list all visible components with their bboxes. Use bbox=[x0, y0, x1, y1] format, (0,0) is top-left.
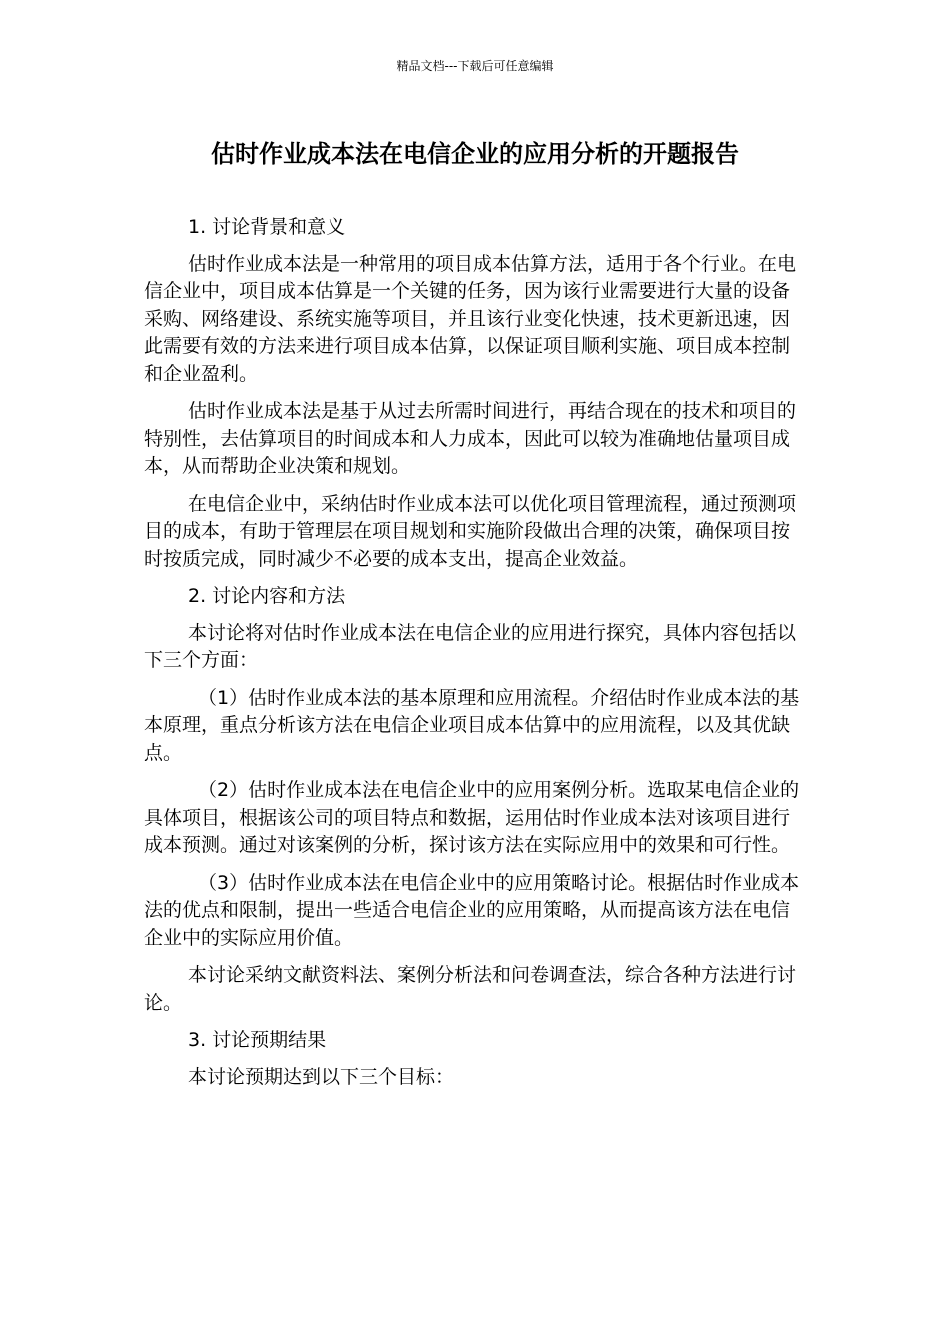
paragraph: 本讨论采纳文献资料法、案例分析法和问卷调查法，综合各种方法进行讨论。 bbox=[144, 964, 797, 1014]
section-heading-background: 1. 讨论背景和意义 bbox=[188, 216, 346, 238]
document-body bbox=[144, 214, 808, 1101]
paragraph: 估时作业成本法是基于从过去所需时间进行，再结合现在的技术和项目的特别性，去估算项目的时间成本和人力成本，因此可以较为准确地估量项目成本，从而帮助企业决策和规划。 bbox=[144, 400, 797, 477]
paragraph: 在电信企业中，采纳估时作业成本法可以优化项目管理流程，通过预测项目的成本，有助于管理层在项目规划和实施阶段做出合理的决策，确保项目按时按质完成，同时减少不必要的成本支出，提高企业效益。 bbox=[144, 492, 797, 570]
list-item: （3）估时作业成本法在电信企业中的应用策略讨论。根据估时作业成本法的优点和限制，提出一些适合电信企业的应用策略，从而提高该方法在电信企业中的实际应用价值。 bbox=[144, 871, 800, 949]
list-item: （1）估时作业成本法的基本原理和应用流程。介绍估时作业成本法的基本原理，重点分析该方法在电信企业项目成本估算中的应用流程，以及其优缺点。 bbox=[144, 686, 800, 764]
section-heading-content-method: 2. 讨论内容和方法 bbox=[188, 585, 346, 607]
page-header-note: 精品文档---下载后可任意编辑 bbox=[396, 59, 554, 73]
document-title: 估时作业成本法在电信企业的应用分析的开题报告 bbox=[211, 140, 739, 168]
paragraph: 本讨论预期达到以下三个目标： bbox=[188, 1065, 455, 1088]
list-item: （2）估时作业成本法在电信企业中的应用案例分析。选取某电信企业的具体项目，根据该公司的项目特点和数据，运用估时作业成本法对该项目进行成本预测。通过对该案例的分析，探讨该方法在实际应用中的效果和可行性。 bbox=[144, 779, 800, 856]
paragraph: 本讨论将对估时作业成本法在电信企业的应用进行探究，具体内容包括以下三个方面： bbox=[144, 621, 797, 671]
section-heading-expected-results: 3. 讨论预期结果 bbox=[188, 1029, 327, 1051]
paragraph: 估时作业成本法是一种常用的项目成本估算方法，适用于各个行业。在电信企业中，项目成本估算是一个关键的任务，因为该行业需要进行大量的设备采购、网络建设、系统实施等项目，并且该行业变化快速，技术更新迅速，因此需要有效的方法来进行项目成本估算，以保证项目顺利实施、项目成本控制和企业盈利。 bbox=[144, 252, 797, 385]
